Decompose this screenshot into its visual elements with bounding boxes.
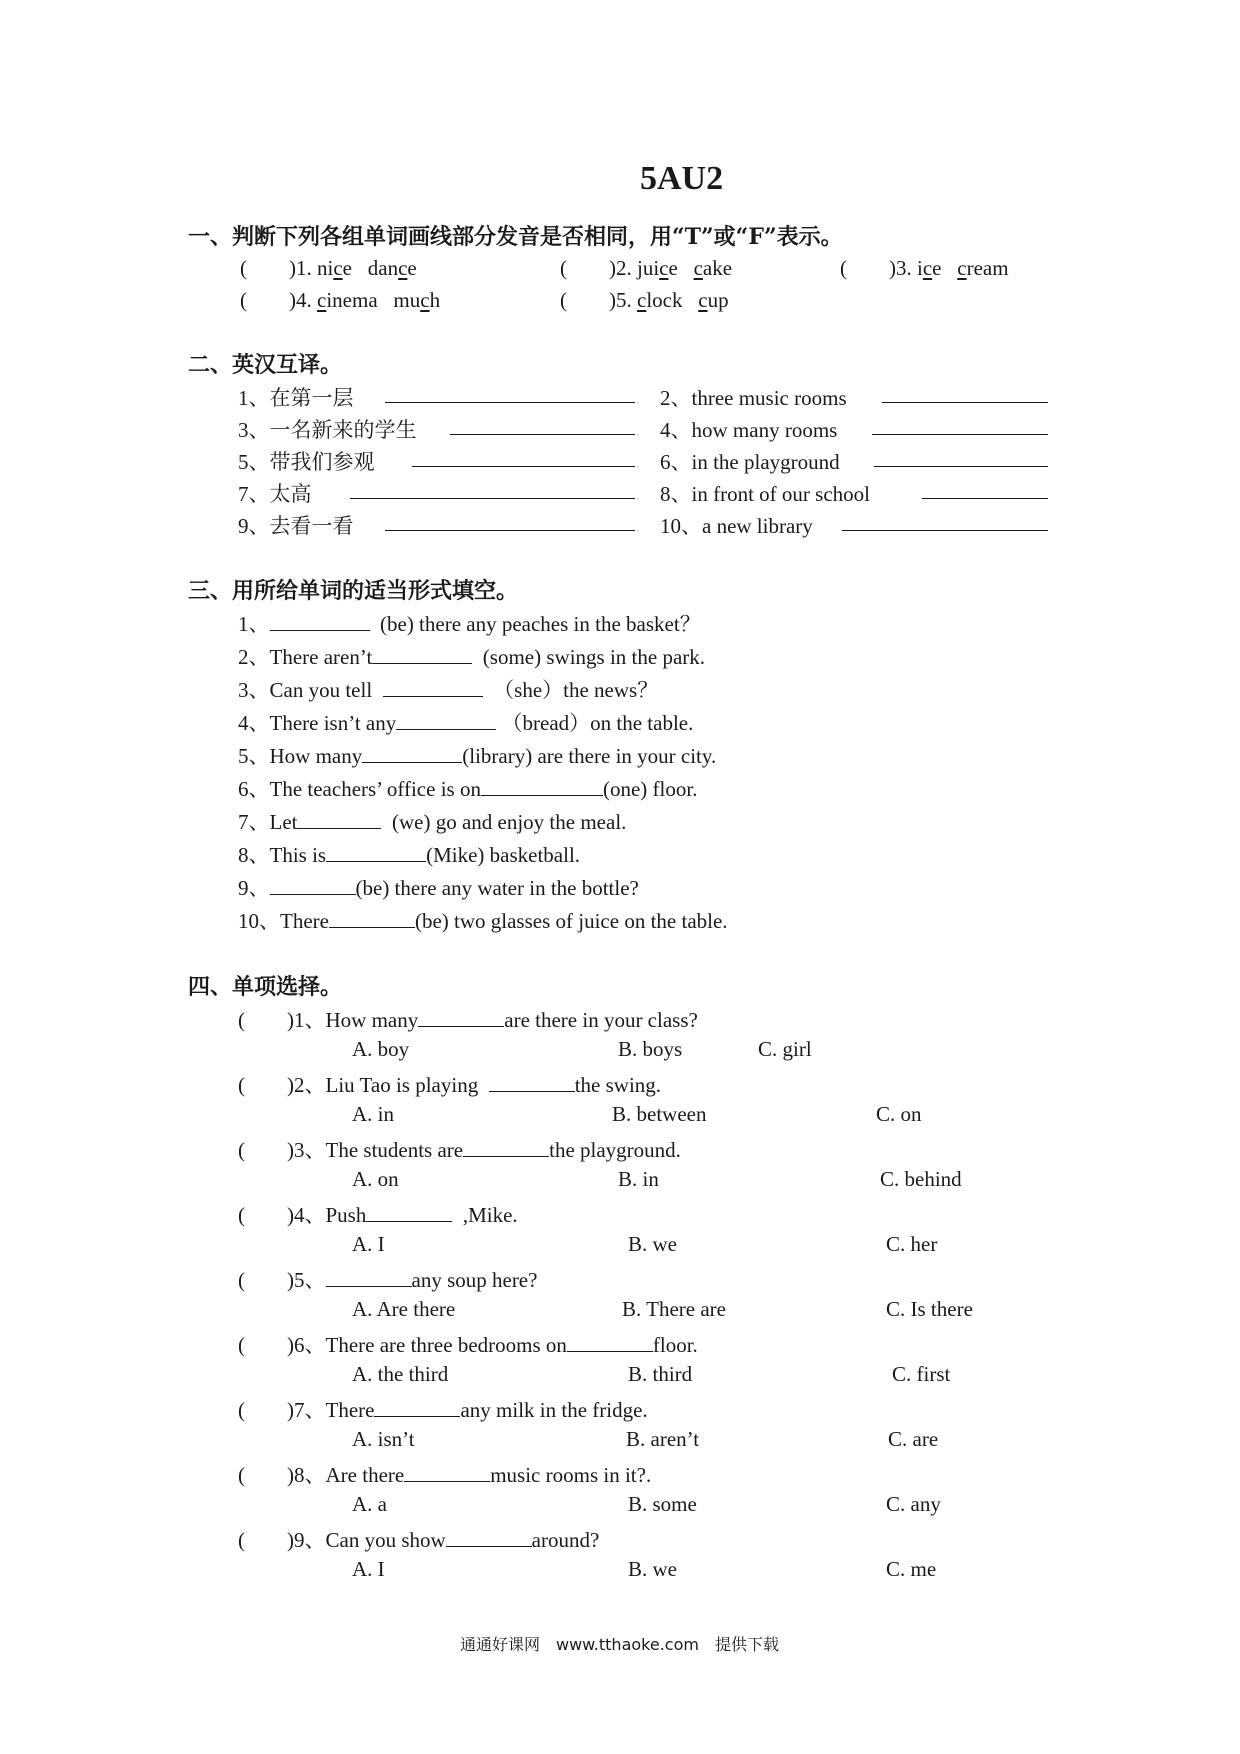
answer-blank <box>404 1463 490 1482</box>
option-c[interactable]: C. first <box>892 1362 951 1386</box>
answer-blank[interactable] <box>412 448 635 467</box>
option-a[interactable]: A. isn’t <box>352 1427 415 1451</box>
option-c[interactable]: C. me <box>886 1557 937 1581</box>
answer-blank <box>326 1268 412 1287</box>
word-1: cinema <box>317 288 378 312</box>
answer-paren[interactable]: ( ) <box>560 288 616 312</box>
section-4-heading: 四、单项选择。 <box>188 974 343 1000</box>
option-c[interactable]: C. Is there <box>886 1297 973 1321</box>
answer-paren[interactable]: ( ) <box>560 256 616 280</box>
fill-item-10: 10、There (be) two glasses of juice on the table. <box>238 909 728 933</box>
answer-blank[interactable] <box>270 876 356 895</box>
answer-paren[interactable]: ( ) <box>238 1138 294 1162</box>
option-a[interactable]: A. a <box>352 1492 387 1516</box>
answer-blank[interactable] <box>270 612 370 631</box>
option-c[interactable]: C. on <box>876 1102 922 1126</box>
translate-item-5: 5、带我们参观 <box>238 450 375 474</box>
fill-item-2: 2、There aren’t (some) swings in the park. <box>238 645 706 669</box>
word-1: clock <box>637 288 683 312</box>
answer-blank[interactable] <box>874 448 1048 467</box>
answer-blank[interactable] <box>385 384 635 403</box>
pron-item-2: ( )2. juice cake <box>560 256 733 280</box>
word-2: much <box>393 288 441 312</box>
answer-blank[interactable] <box>882 384 1048 403</box>
option-b[interactable]: B. aren’t <box>626 1427 700 1451</box>
pron-item-4: ( )4. cinema much <box>240 288 441 312</box>
translate-item-8: 8、in front of our school <box>660 482 870 506</box>
answer-paren[interactable]: ( ) <box>240 256 296 280</box>
answer-paren[interactable]: ( ) <box>240 288 296 312</box>
answer-paren[interactable]: ( ) <box>238 1008 294 1032</box>
mc-question-1: ( )1、How many are there in your class? <box>238 1008 698 1032</box>
answer-blank[interactable] <box>350 480 635 499</box>
fill-item-3: 3、Can you tell （she）the news？ <box>238 678 659 702</box>
answer-blank[interactable] <box>385 512 635 531</box>
mc-question-7: ( )7、There any milk in the fridge. <box>238 1398 648 1422</box>
mc-question-5: ( )5、 any soup here? <box>238 1268 538 1292</box>
answer-blank <box>446 1528 532 1547</box>
translate-item-6: 6、in the playground <box>660 450 840 474</box>
answer-blank[interactable] <box>326 843 426 862</box>
answer-paren[interactable]: ( ) <box>238 1203 294 1227</box>
option-b[interactable]: B. between <box>612 1102 707 1126</box>
answer-blank <box>463 1138 549 1157</box>
option-b[interactable]: B. we <box>628 1557 677 1581</box>
answer-blank <box>418 1008 504 1027</box>
option-c[interactable]: C. are <box>888 1427 939 1451</box>
answer-blank[interactable] <box>481 777 603 796</box>
answer-blank[interactable] <box>842 512 1048 531</box>
answer-blank <box>567 1333 653 1352</box>
option-a[interactable]: A. on <box>352 1167 399 1191</box>
section-3-heading: 三、用所给单词的适当形式填空。 <box>188 578 519 604</box>
answer-blank <box>366 1203 452 1222</box>
answer-blank <box>374 1398 460 1417</box>
answer-paren[interactable]: ( ) <box>238 1073 294 1097</box>
answer-blank[interactable] <box>396 711 496 730</box>
answer-paren[interactable]: ( ) <box>238 1333 294 1357</box>
translate-item-7: 7、太高 <box>238 482 312 506</box>
mc-question-3: ( )3、The students are the playground. <box>238 1138 681 1162</box>
page-title: 5AU2 <box>640 160 724 197</box>
answer-paren[interactable]: ( ) <box>840 256 896 280</box>
section-1-heading: 一、判断下列各组单词画线部分发音是否相同，用“T”或“F”表示。 <box>188 224 843 250</box>
answer-blank[interactable] <box>383 678 483 697</box>
word-2: cup <box>698 288 729 312</box>
answer-blank[interactable] <box>297 810 381 829</box>
option-c[interactable]: C. girl <box>758 1037 812 1061</box>
footer-text: 通通好课网 www.tthaoke.com 提供下载 <box>460 1635 779 1654</box>
fill-item-6: 6、The teachers’ office is on (one) floor. <box>238 777 698 801</box>
mc-question-4: ( )4、Push ,Mike. <box>238 1203 518 1227</box>
section-2-heading: 二、英汉互译。 <box>188 352 343 378</box>
option-b[interactable]: B. third <box>628 1362 693 1386</box>
translate-item-4: 4、how many rooms <box>660 418 838 442</box>
option-a[interactable]: A. in <box>352 1102 394 1126</box>
option-a[interactable]: A. the third <box>352 1362 449 1386</box>
option-b[interactable]: B. in <box>618 1167 659 1191</box>
answer-blank[interactable] <box>372 645 472 664</box>
fill-item-4: 4、There isn’t any （bread）on the table. <box>238 711 694 735</box>
pron-item-1: ( )1. nice dance <box>240 256 417 280</box>
option-b[interactable]: B. we <box>628 1232 677 1256</box>
answer-blank[interactable] <box>329 909 415 928</box>
option-a[interactable]: A. boy <box>352 1037 410 1061</box>
answer-paren[interactable]: ( ) <box>238 1398 294 1422</box>
word-1: nice <box>317 256 352 280</box>
option-c[interactable]: C. behind <box>880 1167 962 1191</box>
word-1: ice <box>917 256 942 280</box>
option-a[interactable]: A. I <box>352 1232 385 1256</box>
pron-item-5: ( )5. clock cup <box>560 288 729 312</box>
answer-paren[interactable]: ( ) <box>238 1268 294 1292</box>
translate-item-9: 9、去看一看 <box>238 514 354 538</box>
option-b[interactable]: B. There are <box>622 1297 726 1321</box>
answer-blank[interactable] <box>362 744 462 763</box>
mc-question-6: ( )6、There are three bedrooms on floor. <box>238 1333 698 1357</box>
pron-item-3: ( )3. ice cream <box>840 256 1009 280</box>
mc-question-8: ( )8、Are there music rooms in it?. <box>238 1463 652 1487</box>
mc-question-9: ( )9、Can you show around? <box>238 1528 600 1552</box>
translate-item-2: 2、three music rooms <box>660 386 847 410</box>
translate-item-1: 1、在第一层 <box>238 386 354 410</box>
word-2: cake <box>693 256 733 280</box>
option-a[interactable]: A. I <box>352 1557 385 1581</box>
word-2: dance <box>367 256 417 280</box>
fill-item-7: 7、Let (we) go and enjoy the meal. <box>238 810 627 834</box>
answer-paren[interactable]: ( ) <box>238 1463 294 1487</box>
option-c[interactable]: C. her <box>886 1232 938 1256</box>
mc-question-2: ( )2、Liu Tao is playing the swing. <box>238 1073 662 1097</box>
option-b[interactable]: B. some <box>628 1492 697 1516</box>
answer-paren[interactable]: ( ) <box>238 1528 294 1552</box>
word-2: cream <box>957 256 1009 280</box>
option-b[interactable]: B. boys <box>618 1037 683 1061</box>
answer-blank[interactable] <box>450 416 635 435</box>
option-a[interactable]: A. Are there <box>352 1297 456 1321</box>
option-c[interactable]: C. any <box>886 1492 941 1516</box>
answer-blank[interactable] <box>922 480 1048 499</box>
answer-blank[interactable] <box>872 416 1048 435</box>
answer-blank <box>489 1073 575 1092</box>
fill-item-9: 9、 (be) there any water in the bottle? <box>238 876 639 900</box>
fill-item-8: 8、This is (Mike) basketball. <box>238 843 581 867</box>
fill-item-5: 5、How many (library) are there in your city. <box>238 744 717 768</box>
fill-item-1: 1、 (be) there any peaches in the basket？ <box>238 612 701 636</box>
translate-item-3: 3、一名新来的学生 <box>238 418 417 442</box>
translate-item-10: 10、a new library <box>660 514 813 538</box>
word-1: juice <box>637 256 678 280</box>
